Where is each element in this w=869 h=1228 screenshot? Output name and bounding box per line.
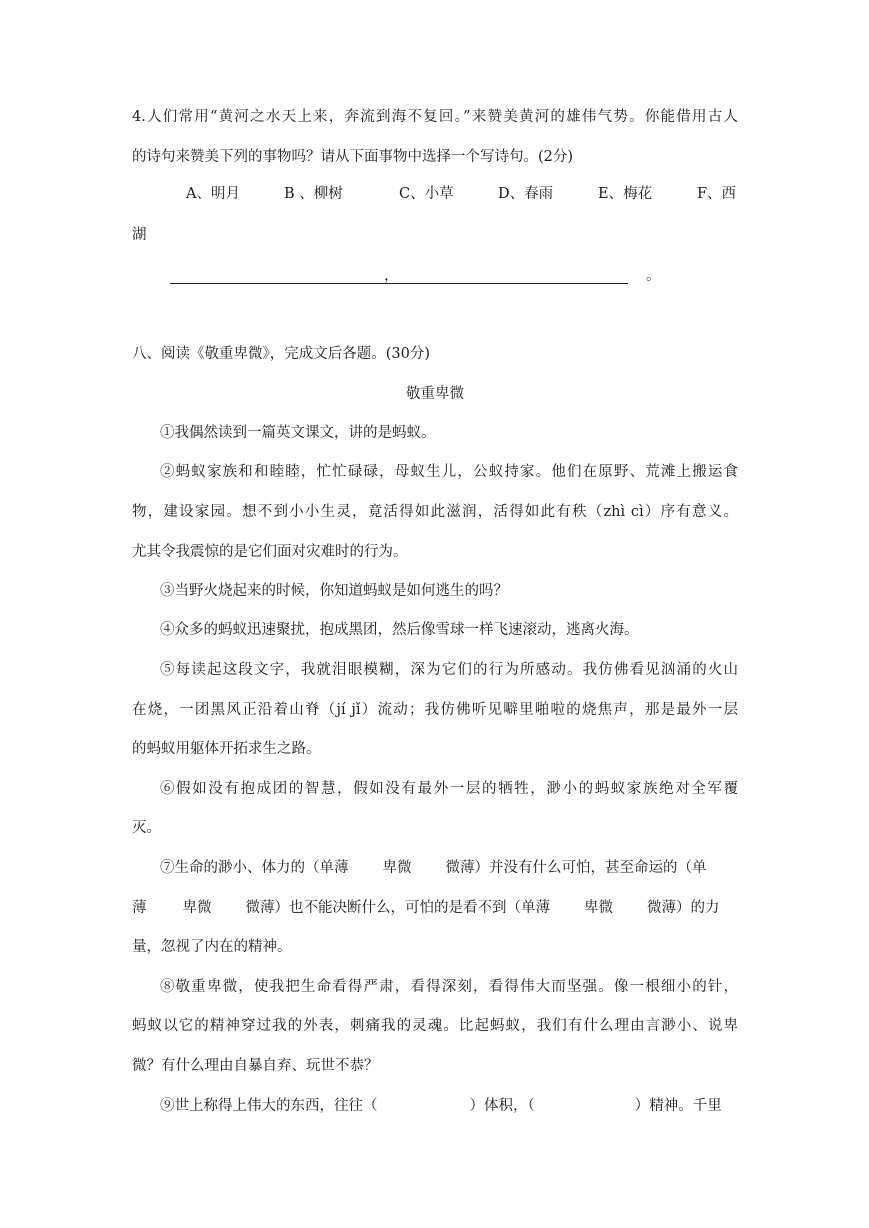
answer-underline xyxy=(170,283,628,284)
paragraph-7-line-1 xyxy=(132,858,738,878)
option-f: F、西 xyxy=(697,186,737,202)
paragraph-5-line-1: ⑤每读起这段文字，我就泪眼模糊，深为它们的行为所感动。我仿佛看见汹涌的火山 xyxy=(160,662,738,678)
article-title: 敬重卑微 xyxy=(406,386,464,402)
option-e: E、梅花 xyxy=(598,186,653,202)
p7-text-d: 薄 xyxy=(132,900,147,916)
option-b: B 、柳树 xyxy=(284,186,343,202)
p9-text-a: ⑨世上称得上伟大的东西，往往（ xyxy=(160,1098,378,1114)
answer-period: 。 xyxy=(646,268,661,284)
paragraph-6-line-2: 灭。 xyxy=(132,820,161,836)
section-heading: 八、阅读《敬重卑微》，完成文后各题。(30分) xyxy=(132,346,431,362)
paragraph-2-line-3: 尤其令我震惊的是它们面对灾难时的行为。 xyxy=(132,544,408,560)
option-f-wrap: 湖 xyxy=(132,227,147,243)
paragraph-5-line-2: 在烧，一团黑风正沿着山脊（jí jǐ）流动；我仿佛听见噼里啪啦的烧焦声，那是最外一层 xyxy=(132,702,738,718)
p7-text-c: 微薄）并没有什么可怕，甚至命运的（单 xyxy=(445,860,707,876)
option-d: D、春雨 xyxy=(498,186,554,202)
option-c: C、小草 xyxy=(399,186,454,202)
answer-blank-row[interactable] xyxy=(170,264,670,284)
p7-text-e: 卑微 xyxy=(182,900,212,916)
paragraph-7-line-3: 量，忽视了内在的精神。 xyxy=(132,939,292,955)
paragraph-2-line-2: 物，建设家园。想不到小小生灵，竟活得如此滋润，活得如此有秩（zhì cì）序有意义。 xyxy=(132,504,738,520)
q4-line-1: 4.人们常用“黄河之水天上来，奔流到海不复回。”来赞美黄河的雄伟气势。你能借用古人 xyxy=(132,109,738,125)
p7-text-g: 卑微 xyxy=(584,900,613,916)
paragraph-8-line-2: 蚂蚁以它的精神穿过我的外表，刺痛我的灵魂。比起蚂蚁，我们有什么理由言渺小、说卑 xyxy=(132,1018,738,1034)
p7-text-a: ⑦生命的渺小、体力的（单薄 xyxy=(160,860,349,876)
paragraph-4: ④众多的蚂蚁迅速聚扰，抱成黑团，然后像雪球一样飞速滚动，逃离火海。 xyxy=(160,622,639,638)
paragraph-2-line-1: ②蚂蚁家族和和睦睦，忙忙碌碌，母蚁生儿，公蚁持家。他们在原野、荒滩上搬运食 xyxy=(160,464,738,480)
q4-options xyxy=(132,184,738,204)
paragraph-8-line-1: ⑧敬重卑微，使我把生命看得严肃，看得深刻，看得伟大而坚强。像一根细小的针， xyxy=(160,979,738,995)
p7-text-h: 微薄）的力 xyxy=(647,900,720,916)
p7-text-f: 微薄）也不能决断什么，可怕的是看不到（单薄 xyxy=(245,900,550,916)
p9-text-c: ）精神。千里 xyxy=(634,1098,722,1114)
paragraph-6-line-1: ⑥假如没有抱成团的智慧，假如没有最外一层的牺牲，渺小的蚂蚁家族绝对全军覆 xyxy=(160,781,738,797)
option-a: A、明月 xyxy=(186,186,240,202)
paragraph-3: ③当野火烧起来的时候，你知道蚂蚁是如何逃生的吗？ xyxy=(160,583,508,599)
q4-line-2: 的诗句来赞美下列的事物吗？请从下面事物中选择一个写诗句。(2分) xyxy=(132,149,574,165)
paragraph-1: ①我偶然读到一篇英文课文，讲的是蚂蚁。 xyxy=(160,425,436,441)
answer-comma: ， xyxy=(384,268,399,284)
paragraph-7-line-2 xyxy=(132,898,738,918)
paragraph-9-line-1 xyxy=(132,1096,738,1116)
paragraph-5-line-3: 的蚂蚁用躯体开拓求生之路。 xyxy=(132,741,321,757)
p7-text-b: 卑微 xyxy=(382,860,412,876)
p9-text-b: ）体积，（ xyxy=(469,1098,535,1114)
paragraph-8-line-3: 微？有什么理由自暴自弃、玩世不恭？ xyxy=(132,1058,379,1074)
